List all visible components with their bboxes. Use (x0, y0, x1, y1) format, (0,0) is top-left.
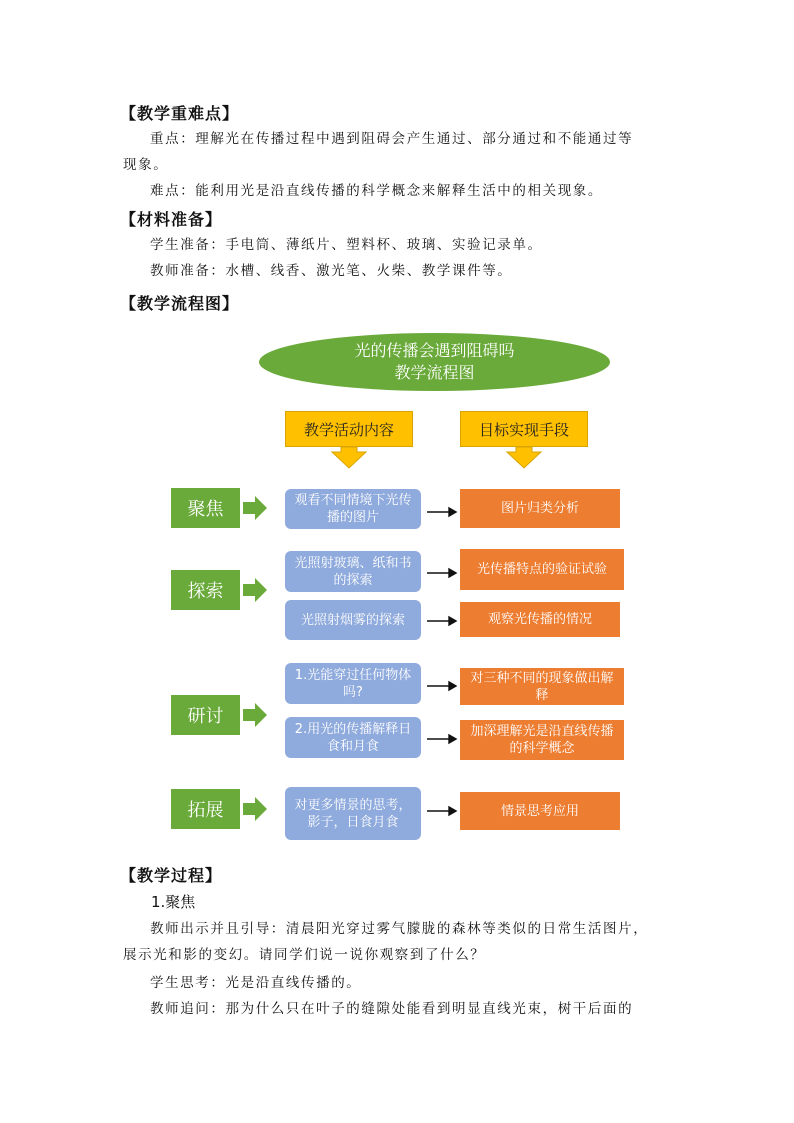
method-box: 光传播特点的验证试验 (460, 549, 624, 590)
process-paragraph-line: 教师追问：那为什么只在叶子的缝隙处能看到明显直线光束，树干后面的 (150, 1001, 634, 1017)
column-header-activities: 教学活动内容 (285, 411, 413, 447)
activity-box: 对更多情景的思考，影子，日食月食 (285, 787, 421, 840)
subsection-focus: 1.聚焦 (151, 893, 196, 911)
process-paragraph-line: 教师出示并且引导：清晨阳光穿过雾气朦胧的森林等类似的日常生活图片， (150, 921, 649, 937)
activity-box: 光照射烟雾的探索 (285, 600, 421, 640)
process-paragraph-line: 学生思考：光是沿直线传播的。 (150, 975, 362, 991)
process-paragraph-line: 展示光和影的变幻。请同学们说一说你观察到了什么？ (123, 947, 486, 963)
down-arrow-icon (507, 447, 541, 468)
activity-box: 观看不同情境下光传播的图片 (285, 489, 421, 529)
right-arrow-icon (243, 496, 267, 520)
arrowhead-icon (449, 807, 456, 815)
section-heading-flowchart: 【教学流程图】 (120, 294, 240, 313)
activity-box: 2.用光的传播解释日食和月食 (285, 717, 421, 758)
arrowhead-icon (449, 617, 456, 625)
flowchart-title-line2: 教学流程图 (394, 363, 475, 382)
method-box: 对三种不同的现象做出解释 (460, 668, 624, 705)
section-heading-materials: 【材料准备】 (120, 210, 223, 229)
stage-extend: 拓展 (171, 789, 240, 829)
down-arrow-icon (332, 447, 366, 468)
right-arrow-icon (243, 578, 267, 602)
arrowhead-icon (449, 569, 456, 577)
difficulty-line: 难点：能利用光是沿直线传播的科学概念来解释生活中的相关现象。 (150, 183, 603, 199)
section-heading-process: 【教学过程】 (120, 866, 223, 885)
method-box: 观察光传播的情况 (460, 602, 620, 637)
method-box: 加深理解光是沿直线传播的科学概念 (460, 720, 624, 760)
teacher-materials-line: 教师准备：水槽、线香、激光笔、火柴、教学课件等。 (150, 263, 513, 279)
right-arrow-icon (243, 797, 267, 821)
stage-explore: 探索 (171, 570, 240, 610)
arrowhead-icon (449, 682, 456, 690)
column-header-methods: 目标实现手段 (460, 411, 588, 447)
key-point-line: 重点：理解光在传播过程中遇到阻碍会产生通过、部分通过和不能通过等 (150, 131, 634, 147)
key-point-line-continued: 现象。 (123, 157, 169, 173)
student-materials-line: 学生准备：手电筒、薄纸片、塑料杯、玻璃、实验记录单。 (150, 237, 543, 253)
stage-discuss: 研讨 (171, 695, 240, 735)
section-heading-key-points: 【教学重难点】 (120, 104, 240, 123)
arrowhead-icon (449, 508, 456, 516)
stage-focus: 聚焦 (171, 488, 240, 528)
method-box: 图片归类分析 (460, 489, 620, 528)
arrowhead-icon (449, 735, 456, 743)
method-box: 情景思考应用 (460, 792, 620, 830)
activity-box: 光照射玻璃、纸和书的探索 (285, 551, 421, 592)
flowchart-title-line1: 光的传播会遇到阻碍吗 (354, 341, 515, 360)
activity-box: 1.光能穿过任何物体吗? (285, 663, 421, 704)
right-arrow-icon (243, 703, 267, 727)
